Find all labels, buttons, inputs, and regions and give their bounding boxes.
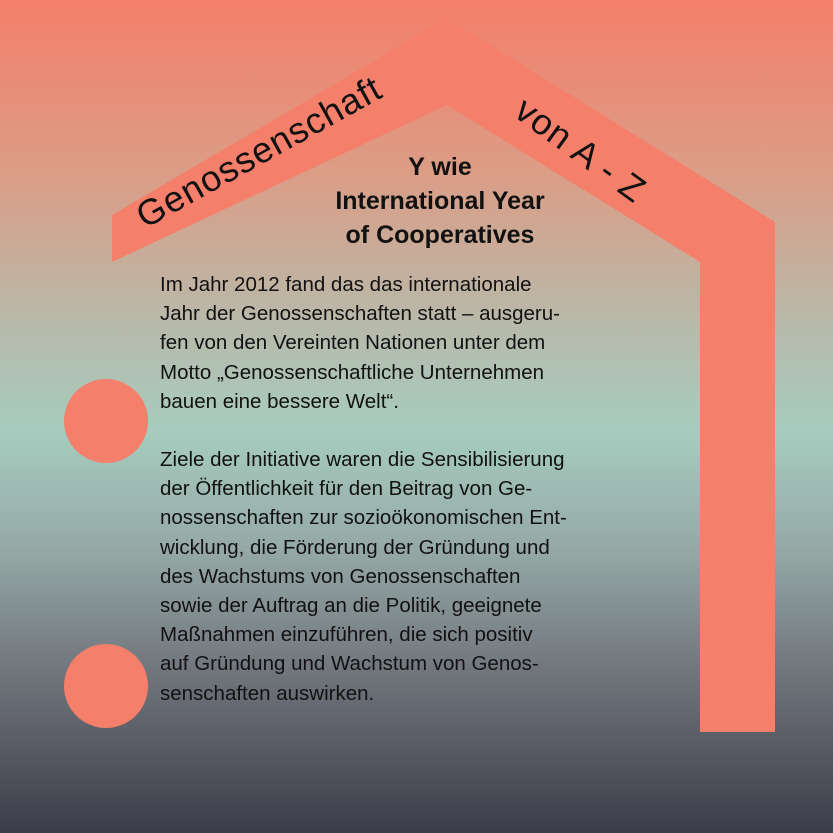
title-line-3: of Cooperatives	[345, 221, 535, 249]
decorative-dot-top	[64, 379, 148, 463]
roof-right-label: von A - Z	[507, 88, 654, 211]
text-line: bauen eine bessere Welt“.	[160, 389, 399, 413]
text-line: Jahr der Genossenschaften statt – ausgeru-	[160, 302, 560, 326]
text-line: nossenschaften zur sozioökonomischen Ent-	[160, 506, 567, 530]
text-line: senschaften auswirken.	[160, 681, 375, 705]
page-title	[290, 150, 590, 252]
paragraph-2	[160, 445, 720, 708]
text-line: des Wachstums von Genossenschaften	[160, 564, 521, 588]
text-line: wicklung, die Förderung der Gründung und	[160, 535, 550, 559]
text-line: Maßnahmen einzuführen, die sich positiv	[160, 623, 533, 647]
text-line: auf Gründung und Wachstum von Genos-	[160, 652, 539, 676]
text-line: Motto „Genossenschaftliche Unternehmen	[160, 360, 545, 384]
text-line: Ziele der Initiative waren die Sensibilisierung	[160, 448, 565, 472]
paragraph-1	[160, 270, 720, 416]
text-line: fen von den Vereinten Nationen unter dem	[160, 331, 546, 355]
title-line-2: International Year	[335, 187, 545, 215]
text-line: sowie der Auftrag an die Politik, geeignete	[160, 594, 542, 618]
text-line: der Öffentlichkeit für den Beitrag von Ge-	[160, 477, 533, 501]
body-text	[160, 270, 720, 708]
title-line-1: Y wie	[408, 153, 472, 181]
text-line: Im Jahr 2012 fand das das internationale	[160, 273, 532, 296]
roof-left-label: Genossenschaft	[129, 67, 389, 236]
decorative-dot-bottom	[64, 644, 148, 728]
